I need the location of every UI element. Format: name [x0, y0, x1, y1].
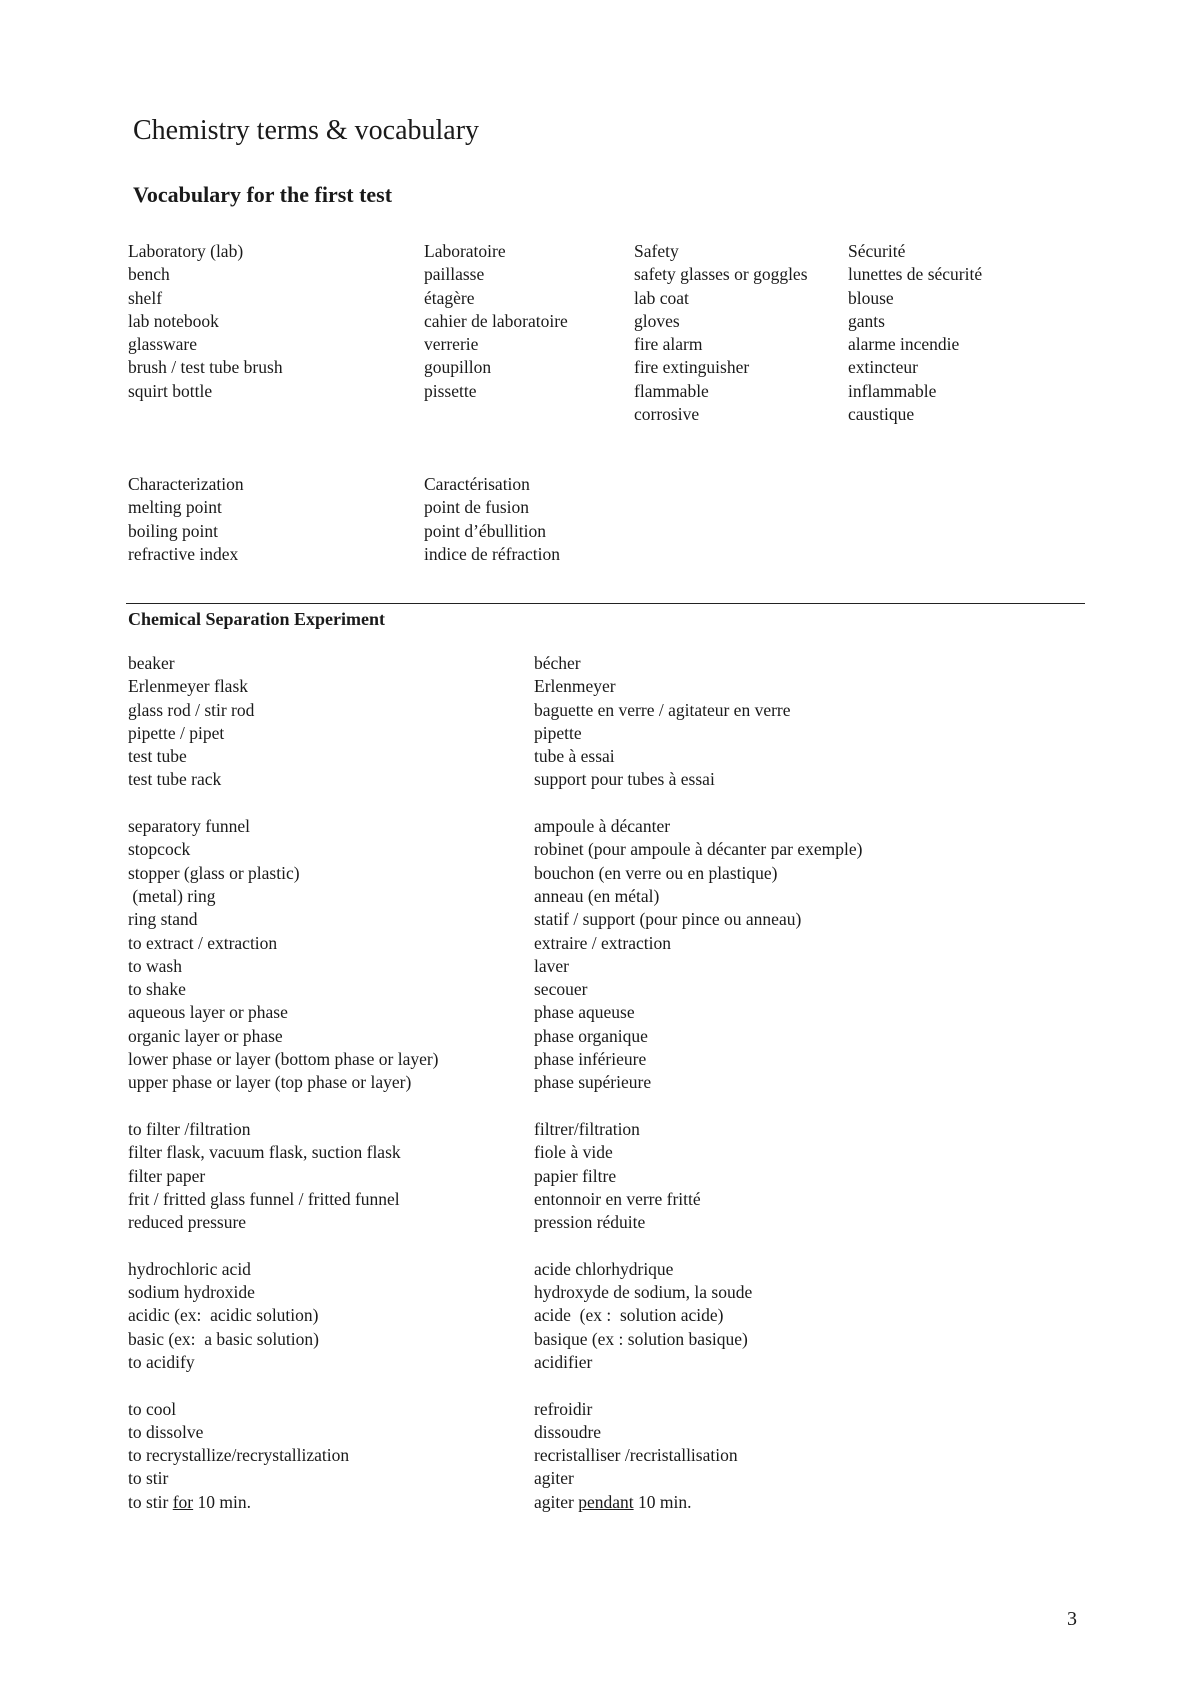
document-subtitle: Vocabulary for the first test — [133, 182, 393, 207]
french-term: anneau (en métal) — [534, 885, 660, 906]
french-term: caustique — [848, 404, 915, 425]
french-term: inflammable — [848, 380, 937, 401]
french-term: laver — [534, 955, 569, 976]
french-term-part: 10 min. — [633, 1491, 692, 1512]
french-term: pression réduite — [534, 1212, 646, 1233]
french-term: pissette — [424, 380, 477, 401]
french-term: filtrer/filtration — [534, 1118, 640, 1139]
english-term: glassware — [128, 334, 198, 355]
french-term: agiter — [534, 1468, 574, 1489]
english-term: basic (ex: a basic solution) — [128, 1328, 319, 1349]
english-term: test tube rack — [128, 769, 222, 790]
french-term: gants — [848, 310, 885, 331]
underlined-word: for — [172, 1491, 194, 1512]
french-term: refroidir — [534, 1398, 593, 1419]
english-term: organic layer or phase — [128, 1025, 283, 1046]
french-term: dissoudre — [534, 1421, 602, 1442]
french-term: acide (ex : solution acide) — [534, 1305, 724, 1326]
french-term: indice de réfraction — [424, 543, 561, 564]
english-term: melting point — [128, 497, 222, 518]
page-number: 3 — [1067, 1608, 1077, 1630]
english-term: fire alarm — [634, 334, 703, 355]
english-term-part: to stir — [128, 1491, 173, 1512]
english-term: filter flask, vacuum flask, suction flask — [128, 1142, 401, 1163]
english-term: sodium hydroxide — [128, 1282, 255, 1303]
english-term: glass rod / stir rod — [128, 699, 255, 720]
english-term — [128, 1491, 251, 1514]
english-term: pipette / pipet — [128, 722, 225, 743]
french-term: Laboratoire — [424, 241, 506, 261]
english-term-part: 10 min. — [193, 1491, 251, 1512]
french-term: Sécurité — [848, 241, 906, 261]
english-term: Characterization — [128, 474, 244, 494]
french-term: secouer — [534, 979, 588, 1000]
french-term: extincteur — [848, 357, 918, 378]
french-term: extraire / extraction — [534, 932, 672, 953]
english-term: brush / test tube brush — [128, 357, 283, 378]
english-term: to shake — [128, 979, 186, 1000]
english-term: stopcock — [128, 839, 191, 860]
english-term: separatory funnel — [128, 816, 250, 837]
french-term: alarme incendie — [848, 334, 960, 355]
french-term: pipette — [534, 722, 582, 743]
english-term: to acidify — [128, 1351, 195, 1372]
english-term: refractive index — [128, 543, 239, 564]
french-term: baguette en verre / agitateur en verre — [534, 699, 791, 720]
french-term: cahier de laboratoire — [424, 310, 568, 331]
english-term: to extract / extraction — [128, 932, 278, 953]
french-term: entonnoir en verre fritté — [534, 1188, 701, 1209]
english-term: to recrystallize/recrystallization — [128, 1445, 350, 1466]
english-term: gloves — [634, 310, 680, 331]
french-term: étagère — [424, 287, 475, 308]
english-term: corrosive — [634, 404, 700, 425]
french-term: point d’ébullition — [424, 520, 547, 541]
english-term: (metal) ring — [128, 885, 216, 906]
english-term: lower phase or layer (bottom phase or layer) — [128, 1049, 439, 1070]
english-term: bench — [128, 264, 170, 285]
english-term: Erlenmeyer flask — [128, 676, 249, 697]
french-term: phase organique — [534, 1025, 648, 1046]
english-term: shelf — [128, 287, 163, 308]
english-term: to cool — [128, 1398, 177, 1419]
section-heading: Chemical Separation Experiment — [128, 609, 385, 629]
french-term: acidifier — [534, 1351, 593, 1372]
french-term: Caractérisation — [424, 474, 530, 494]
french-term: statif / support (pour pince ou anneau) — [534, 909, 802, 930]
french-term: Erlenmeyer — [534, 676, 616, 697]
french-term: tube à essai — [534, 746, 615, 767]
section-divider — [126, 603, 1085, 604]
french-term: paillasse — [424, 264, 485, 285]
english-term: fire extinguisher — [634, 357, 750, 378]
french-term: phase aqueuse — [534, 1002, 635, 1023]
french-term: acide chlorhydrique — [534, 1258, 674, 1279]
english-term: squirt bottle — [128, 380, 213, 401]
french-term: papier filtre — [534, 1165, 617, 1186]
english-term: upper phase or layer (top phase or layer) — [128, 1072, 412, 1093]
french-term: hydroxyde de sodium, la soude — [534, 1282, 753, 1303]
english-term: beaker — [128, 653, 175, 673]
french-term: point de fusion — [424, 497, 529, 518]
french-term: verrerie — [424, 334, 479, 355]
english-term: safety glasses or goggles — [634, 264, 808, 285]
french-term: blouse — [848, 287, 894, 308]
english-term: test tube — [128, 746, 187, 767]
french-term-part: agiter — [534, 1491, 579, 1512]
english-term: filter paper — [128, 1165, 206, 1186]
french-term: goupillon — [424, 357, 492, 378]
french-term: robinet (pour ampoule à décanter par exemple) — [534, 839, 863, 860]
underlined-word: pendant — [578, 1491, 634, 1512]
french-term: phase inférieure — [534, 1049, 647, 1070]
document-title: Chemistry terms & vocabulary — [133, 115, 480, 146]
french-term: basique (ex : solution basique) — [534, 1328, 748, 1349]
english-term: to stir — [128, 1468, 169, 1489]
english-term: to wash — [128, 955, 182, 976]
english-term: frit / fritted glass funnel / fritted funnel — [128, 1188, 400, 1209]
french-term: ampoule à décanter — [534, 816, 671, 837]
english-term: Laboratory (lab) — [128, 241, 244, 261]
english-term: to filter /filtration — [128, 1118, 251, 1139]
french-term: lunettes de sécurité — [848, 264, 983, 285]
english-term: to dissolve — [128, 1421, 204, 1442]
english-term: reduced pressure — [128, 1212, 247, 1233]
english-term: boiling point — [128, 520, 218, 541]
french-term: fiole à vide — [534, 1142, 613, 1163]
french-term: support pour tubes à essai — [534, 769, 715, 790]
english-term: ring stand — [128, 909, 198, 930]
english-term: acidic (ex: acidic solution) — [128, 1305, 319, 1326]
english-term: lab coat — [634, 287, 689, 308]
french-term — [534, 1491, 691, 1514]
english-term: hydrochloric acid — [128, 1258, 251, 1279]
english-term: aqueous layer or phase — [128, 1002, 288, 1023]
english-term: lab notebook — [128, 310, 219, 331]
french-term: bouchon (en verre ou en plastique) — [534, 862, 778, 883]
english-term: stopper (glass or plastic) — [128, 862, 300, 883]
french-term: phase supérieure — [534, 1072, 652, 1093]
french-term: recristalliser /recristallisation — [534, 1445, 738, 1466]
french-term: bécher — [534, 653, 581, 673]
english-term: flammable — [634, 380, 709, 401]
english-term: Safety — [634, 241, 679, 261]
